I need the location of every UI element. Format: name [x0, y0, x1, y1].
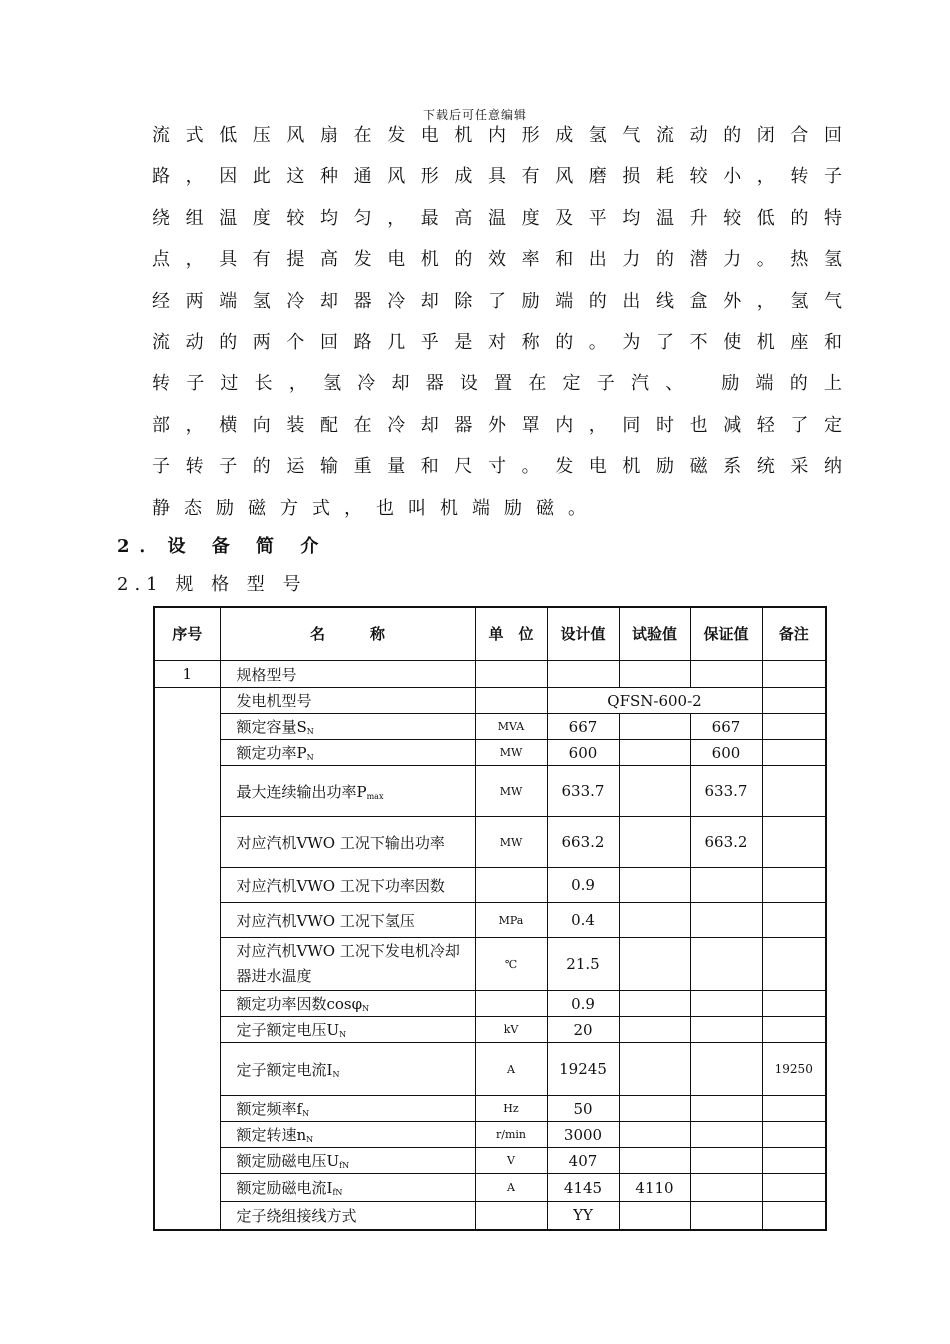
- cell-design: 0.9: [547, 991, 619, 1017]
- cell-name-subscript: max: [366, 791, 384, 801]
- cell-name-text: 额定转速n: [236, 1126, 307, 1144]
- cell-name-subscript: N: [362, 1004, 370, 1013]
- cell-name: [220, 1122, 475, 1148]
- cell-test: [619, 868, 690, 903]
- cell-name-text: 定子绕组接线方式: [236, 1206, 357, 1225]
- section-heading: 2．设 备 简 介: [117, 536, 329, 557]
- cell-name-subscript: N: [339, 1030, 347, 1039]
- cell-guarantee: [690, 1096, 762, 1122]
- cell-unit: kV: [475, 1017, 547, 1043]
- header-index: 序号: [154, 607, 220, 661]
- cell-name: [220, 740, 475, 766]
- paragraph-line: 流动的两个回路几乎是对称的。为了不使机座和: [152, 331, 842, 353]
- cell-design: 3000: [547, 1122, 619, 1148]
- cell-design: 667: [547, 714, 619, 740]
- table-row: [154, 1174, 826, 1202]
- cell-guarantee: 667: [690, 714, 762, 740]
- cell-name: [220, 661, 475, 688]
- cell-test: [619, 1096, 690, 1122]
- cell-name-subscript: N: [306, 727, 314, 736]
- cell-design: [547, 661, 619, 688]
- cell-name: [220, 938, 475, 991]
- paragraph-line: 路，因此这种通风形成具有风磨损耗较小，转子: [152, 166, 842, 188]
- cell-test: [619, 1017, 690, 1043]
- cell-name: [220, 714, 475, 740]
- table-row: [154, 1043, 826, 1096]
- cell-index: 1: [154, 661, 220, 688]
- cell-name: [220, 903, 475, 938]
- body-paragraph: [152, 115, 842, 529]
- cell-remark: [762, 1174, 826, 1202]
- cell-remark: [762, 1148, 826, 1174]
- cell-remark: [762, 817, 826, 868]
- paragraph-line: 点，具有提高发电机的效率和出力的潜力。热氢: [152, 249, 842, 271]
- table-row: [154, 991, 826, 1017]
- cell-design: 0.9: [547, 868, 619, 903]
- cell-unit: [475, 991, 547, 1017]
- header-design: 设计值: [547, 607, 619, 661]
- cell-test: [619, 991, 690, 1017]
- cell-name: [220, 1202, 475, 1230]
- cell-unit: A: [475, 1174, 547, 1202]
- cell-remark: [762, 868, 826, 903]
- cell-unit: [475, 868, 547, 903]
- cell-remark: [762, 714, 826, 740]
- paragraph-line: 流式低压风扇在发电机内形成氢气流动的闭合回: [152, 125, 842, 146]
- cell-design: 21.5: [547, 938, 619, 991]
- cell-unit: MW: [475, 740, 547, 766]
- table-row: [154, 1096, 826, 1122]
- cell-design: 663.2: [547, 817, 619, 868]
- cell-unit: ℃: [475, 938, 547, 991]
- cell-name: [220, 868, 475, 903]
- cell-unit: r/min: [475, 1122, 547, 1148]
- cell-name-subscript: fN: [339, 1161, 350, 1170]
- cell-guarantee: [690, 1148, 762, 1174]
- cell-design: 633.7: [547, 766, 619, 817]
- cell-model-merged: QFSN-600-2: [547, 688, 762, 714]
- cell-index-merged: [154, 688, 220, 1230]
- cell-test: 4110: [619, 1174, 690, 1202]
- header-guarantee: 保证值: [690, 607, 762, 661]
- cell-test: [619, 1148, 690, 1174]
- cell-test: [619, 714, 690, 740]
- cell-unit: [475, 688, 547, 714]
- cell-design: 0.4: [547, 903, 619, 938]
- cell-name-text: 额定频率f: [236, 1100, 303, 1118]
- cell-name-subscript: fN: [332, 1188, 343, 1197]
- cell-unit: MPa: [475, 903, 547, 938]
- cell-test: [619, 938, 690, 991]
- cell-unit: [475, 661, 547, 688]
- cell-unit: A: [475, 1043, 547, 1096]
- cell-test: [619, 1122, 690, 1148]
- cell-test: [619, 903, 690, 938]
- cell-design: 4145: [547, 1174, 619, 1202]
- cell-name-text: 规格型号: [236, 665, 297, 684]
- cell-guarantee: [690, 661, 762, 688]
- cell-name: [220, 1096, 475, 1122]
- cell-name: [220, 991, 475, 1017]
- cell-design: 600: [547, 740, 619, 766]
- paragraph-line: 绕组温度较均匀，最高温度及平均温升较低的特: [152, 207, 842, 229]
- cell-name: [220, 766, 475, 817]
- cell-remark: [762, 1202, 826, 1230]
- cell-test: [619, 1043, 690, 1096]
- table-row: [154, 938, 826, 991]
- cell-name-text: 额定励磁电流I: [236, 1179, 333, 1197]
- cell-design: 50: [547, 1096, 619, 1122]
- cell-design: 20: [547, 1017, 619, 1043]
- cell-remark: [762, 740, 826, 766]
- cell-name-subscript: N: [332, 1069, 340, 1079]
- cell-name-text: 额定励磁电压U: [236, 1152, 340, 1170]
- cell-unit: MVA: [475, 714, 547, 740]
- cell-guarantee: [690, 938, 762, 991]
- header-remark: 备注: [762, 607, 826, 661]
- table-header-row: [154, 607, 826, 661]
- cell-unit: MW: [475, 766, 547, 817]
- table-row: [154, 903, 826, 938]
- cell-name-text: 发电机型号: [236, 692, 312, 710]
- paragraph-line: 经两端氢冷却器冷却除了励端的出线盒外，氢气: [152, 290, 842, 312]
- cell-name-text: 对应汽机VWO 工况下输出功率: [236, 833, 445, 852]
- cell-test: [619, 766, 690, 817]
- cell-name-text: 对应汽机VWO 工况下发电机冷却器进水温度: [236, 942, 460, 985]
- cell-guarantee: [690, 991, 762, 1017]
- cell-test: [619, 661, 690, 688]
- cell-unit: V: [475, 1148, 547, 1174]
- cell-name: [220, 1017, 475, 1043]
- cell-name-text: 定子额定电流I: [236, 1060, 333, 1079]
- cell-name-text: 最大连续输出功率P: [236, 782, 367, 801]
- cell-name: [220, 1148, 475, 1174]
- cell-guarantee: [690, 1174, 762, 1202]
- cell-name-text: 定子额定电压U: [236, 1021, 340, 1039]
- cell-name: [220, 688, 475, 714]
- cell-remark: [762, 1122, 826, 1148]
- page-header-note: 下载后可任意编辑: [422, 108, 527, 122]
- cell-guarantee: 663.2: [690, 817, 762, 868]
- cell-test: [619, 740, 690, 766]
- cell-name: [220, 817, 475, 868]
- cell-guarantee: 633.7: [690, 766, 762, 817]
- cell-name-text: 对应汽机VWO 工况下功率因数: [236, 876, 445, 895]
- table-row: [154, 714, 826, 740]
- cell-design: YY: [547, 1202, 619, 1230]
- cell-unit: [475, 1202, 547, 1230]
- cell-name-text: 对应汽机VWO 工况下氢压: [236, 911, 415, 930]
- paragraph-line: 子转子的运输重量和尺寸。发电机励磁系统采纳: [152, 456, 842, 478]
- cell-design: 19245: [547, 1043, 619, 1096]
- cell-guarantee: 600: [690, 740, 762, 766]
- cell-remark: [762, 766, 826, 817]
- cell-guarantee: [690, 1017, 762, 1043]
- cell-guarantee: [690, 868, 762, 903]
- cell-design: 407: [547, 1148, 619, 1174]
- table-row: [154, 766, 826, 817]
- cell-remark: [762, 688, 826, 714]
- table-row: [154, 1202, 826, 1230]
- cell-remark: [762, 1096, 826, 1122]
- paragraph-line: 部，横向装配在冷却器外罩内，同时也减轻了定: [152, 414, 842, 436]
- header-unit: 单 位: [475, 607, 547, 661]
- cell-name-subscript: N: [306, 753, 314, 762]
- cell-remark: [762, 991, 826, 1017]
- cell-name-text: 额定功率P: [236, 744, 307, 762]
- cell-guarantee: [690, 1122, 762, 1148]
- paragraph-line: 静态励磁方式，也叫机端励磁。: [152, 497, 600, 519]
- cell-name-text: 额定容量S: [236, 718, 307, 736]
- paragraph-line: 转子过长，氢冷却器设置在定子汽、 励端的上: [152, 373, 842, 395]
- cell-remark: [762, 661, 826, 688]
- cell-guarantee: [690, 903, 762, 938]
- table-row: [154, 1148, 826, 1174]
- spec-table: [153, 606, 827, 1231]
- cell-name-subscript: N: [302, 1109, 310, 1118]
- cell-guarantee: [690, 1043, 762, 1096]
- table-row: [154, 868, 826, 903]
- cell-test: [619, 817, 690, 868]
- table-row: [154, 688, 826, 714]
- cell-name: [220, 1174, 475, 1202]
- cell-remark: 19250: [762, 1043, 826, 1096]
- cell-remark: [762, 1017, 826, 1043]
- table-body: [154, 661, 826, 1230]
- table-row: [154, 661, 826, 688]
- cell-name-text: 额定功率因数cosφ: [236, 995, 363, 1013]
- table-row: [154, 1122, 826, 1148]
- cell-test: [619, 1202, 690, 1230]
- table-row: [154, 1017, 826, 1043]
- header-name: 名 称: [220, 607, 475, 661]
- cell-remark: [762, 903, 826, 938]
- subsection-heading: 2.1 规 格 型 号: [117, 574, 307, 595]
- table-row: [154, 817, 826, 868]
- table-row: [154, 740, 826, 766]
- cell-unit: Hz: [475, 1096, 547, 1122]
- cell-guarantee: [690, 1202, 762, 1230]
- cell-name-subscript: N: [306, 1135, 314, 1144]
- cell-unit: MW: [475, 817, 547, 868]
- header-test: 试验值: [619, 607, 690, 661]
- cell-remark: [762, 938, 826, 991]
- cell-name: [220, 1043, 475, 1096]
